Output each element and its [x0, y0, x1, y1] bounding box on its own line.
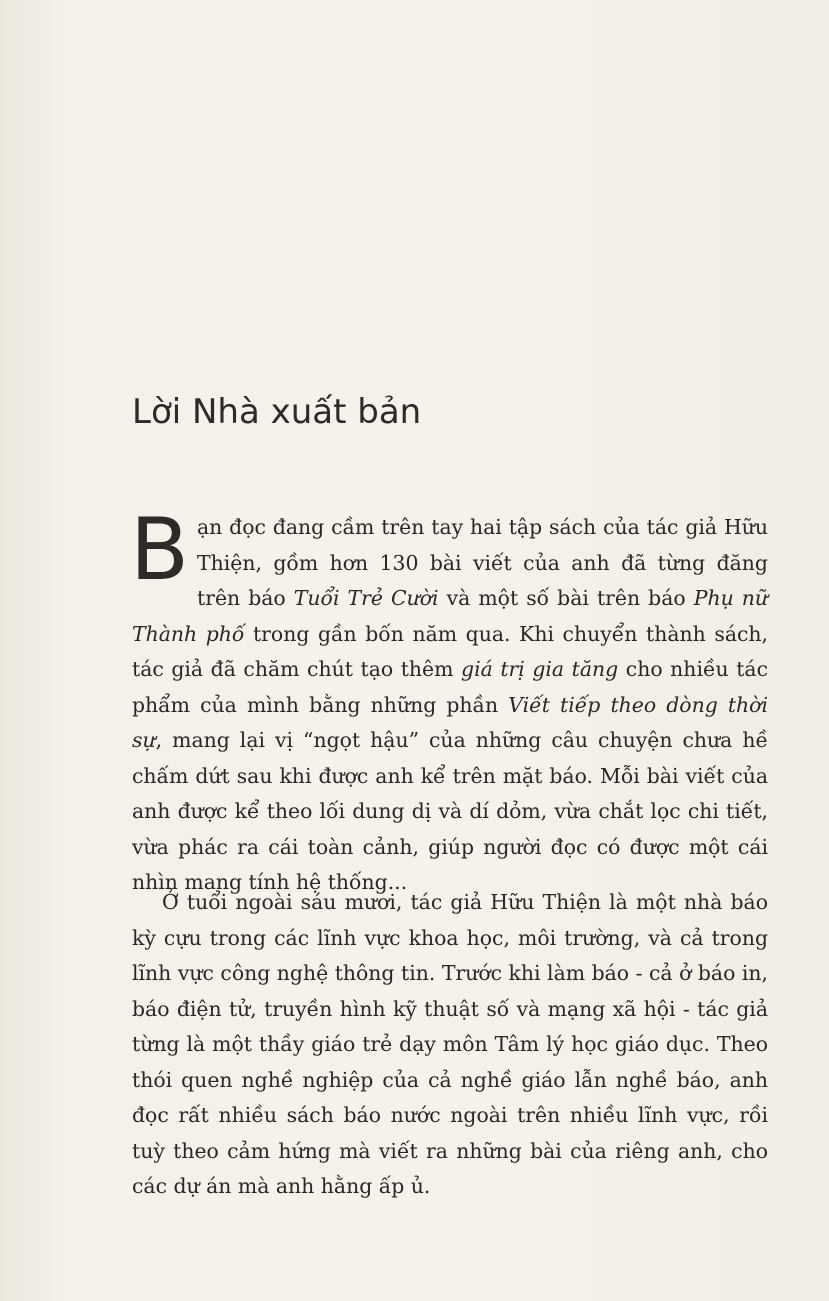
p1-segment-1: ạn đọc đang cầm trên tay hai tập sách của tác giả Hữu Thiện, gồm hơn 130 bài viết của anh đã từng đăng trên báo [197, 515, 768, 610]
p1-italic-phrase-2: Viết tiếp theo dòng thời sự [132, 692, 768, 752]
p1-italic-newspaper-1: Tuổi Trẻ Cười [293, 586, 439, 610]
page-title: Lời Nhà xuất bản [132, 392, 422, 432]
p1-segment-4: cho nhiều tác phẩm của mình bằng những phần [132, 657, 768, 717]
paragraph-2 [132, 885, 768, 1205]
p1-italic-phrase-1: giá trị gia tăng [461, 657, 619, 681]
paragraph-1 [130, 500, 769, 901]
p1-segment-2: và một số bài trên báo [438, 586, 694, 610]
drop-cap: B [130, 500, 189, 600]
p1-italic-newspaper-2: Phụ nữ Thành phố [132, 586, 769, 646]
p1-segment-3: trong gần bốn năm qua. Khi chuyển thành sách, tác giả đã chăm chút tạo thêm [132, 621, 769, 681]
p1-segment-5: , mang lại vị “ngọt hậu” của những câu chuyện chưa hề chấm dứt sau khi được anh kể trên mặt báo. Mỗi bài viết của anh được kể theo lối dung dị và dí dỏm, vừa chắt lọc chi tiết, vừa phác ra cái toàn cảnh, giúp người đọc có được một cái nhìn mang tính hệ thống... [132, 728, 768, 894]
p2-text: Ở tuổi ngoài sáu mươi, tác giả Hữu Thiện là một nhà báo kỳ cựu trong các lĩnh vực khoa học, môi trường, và cả trong lĩnh vực công nghệ thông tin. Trước khi làm báo - cả ở báo in, báo điện tử, truyền hình kỹ thuật số và mạng xã hội - tác giả từng là một thầy giáo trẻ dạy môn Tâm lý học giáo dục. Theo thói quen nghề nghiệp của cả nghề giáo lẫn nghề báo, anh đọc rất nhiều sách báo nước ngoài trên nhiều lĩnh vực, rồi tuỳ theo cảm hứng mà viết ra những bài của riêng anh, cho các dự án mà anh hằng ấp ủ. [132, 890, 768, 1198]
